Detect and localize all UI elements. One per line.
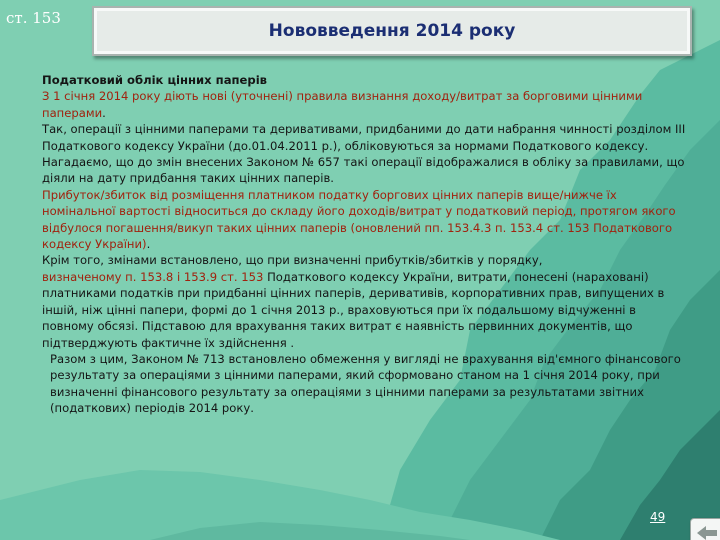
paragraph-4 — [42, 252, 687, 350]
arrow-left-icon — [697, 524, 719, 540]
slide-title: Нововведення 2014 року — [268, 21, 516, 41]
title-box — [92, 6, 692, 56]
body-text — [42, 72, 687, 417]
paragraph-text: Податкового кодексу України, витрати, понесені (нараховані) платниками податків при придбанні цінних паперів, деривативів, корпоративних прав, випущених в іншій, ніж цінні папери, формі до 1 січня 2013 р., враховуються при їх подальшому відчуженні в повному обсязі. Підставою для врахування таких витрат є наявність первинних документів, що підтверджують фактичне їх здійснення . — [42, 269, 665, 350]
page-number: 49 — [650, 510, 666, 524]
slide-reference: ст. 153 — [6, 9, 61, 27]
paragraph-1 — [42, 88, 687, 121]
paragraph-5: Разом з цим, Законом № 713 встановлено обмеження у вигляді не врахування від'ємного фінансового результату за операціями з цінними паперами, який сформовано станом на 1 січня 2014 року, при визначенні фінансового результату за операціями з цінними паперами за результатами звітних (податкових) періодів 2014 року. — [50, 351, 681, 416]
paragraph-text: Крім того, змінами встановлено, що при визначенні прибутків/збитків у порядку, — [42, 253, 543, 268]
section-heading: Податковий облік цінних паперів — [42, 73, 268, 87]
highlight-text: визначеному п. 153.8 і 153.9 ст. 153 — [42, 269, 264, 284]
back-button[interactable] — [690, 518, 720, 540]
paragraph-text: . — [102, 105, 106, 120]
paragraph-2: Так, операції з цінними паперами та деривативами, придбаними до дати набрання чинності розділом III Податкового кодексу України (до.01.04.2011 р.), обліковуються за нормами Податкового кодексу. Нагадаємо, що до змін внесених Законом № 657 такі операції відображалися в обліку за правилами, що діяли на дату придбання таких цінних паперів. — [42, 122, 686, 186]
highlight-text: Прибуток/збиток від розміщення платником податку боргових цінних паперів вище/нижче їх номінальної вартості відноситься до складу його доходів/витрат у податковий період, протягом якого відбулося погашення/викуп таких цінних паперів (оновлений пп. 153.4.3 п. 153.4 ст. 153 Податкового кодексу України) — [42, 187, 676, 252]
paragraph-text: . — [146, 237, 151, 252]
paragraph-3 — [42, 187, 687, 253]
highlight-text: З 1 січня 2014 року діють нові (уточнені) правила визнання доходу/витрат за борговими цінними паперами — [42, 89, 643, 120]
